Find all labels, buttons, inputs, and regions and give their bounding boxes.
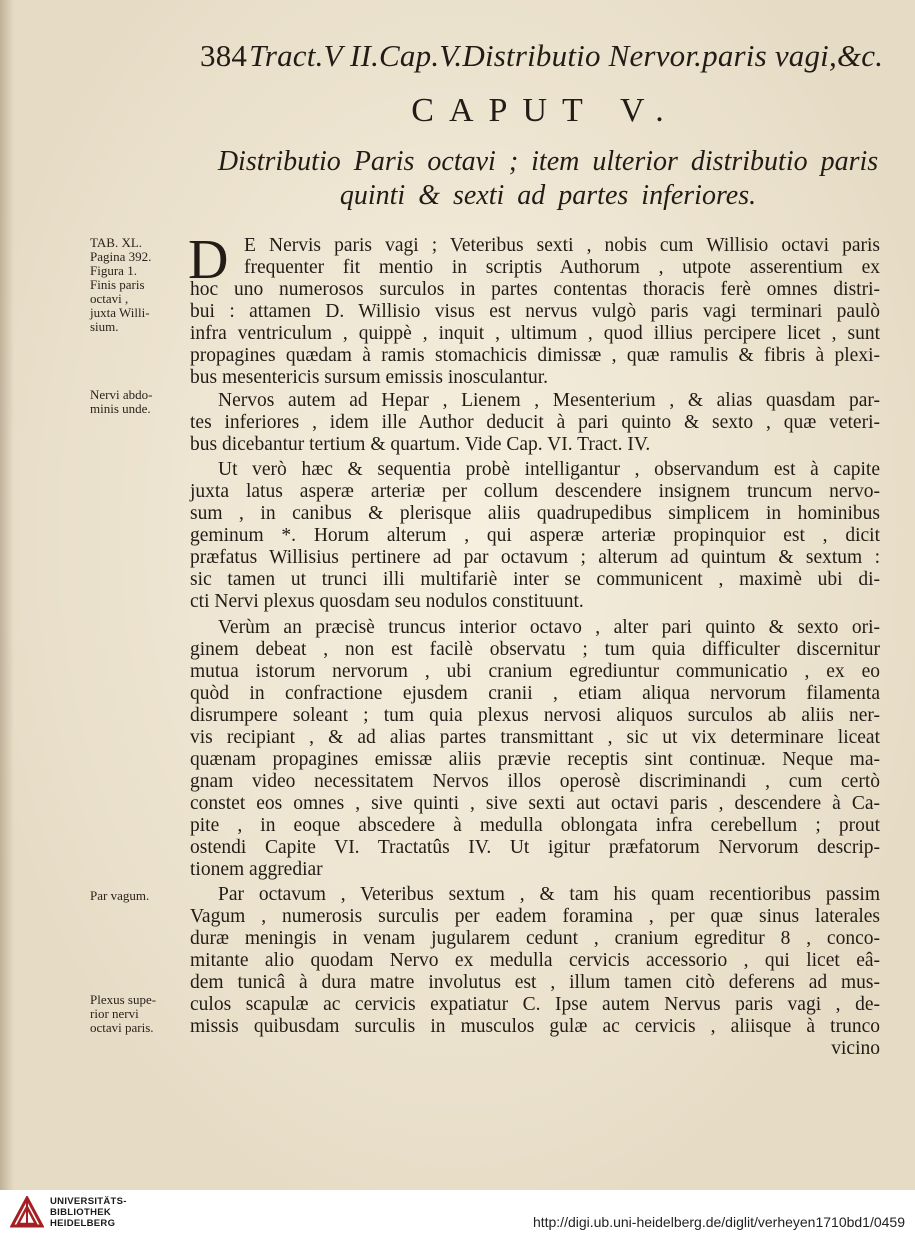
text-line: culos scapulæ ac cervicis expatiatur C. Ipse autem Nervus paris vagi , de-	[190, 994, 880, 1015]
library-name-line: HEIDELBERG	[50, 1218, 116, 1229]
running-head-text: Tract.V II.Cap.V.Distributio Nervor.paris vagi,&c.	[249, 38, 884, 73]
text-line: propagines quædam à ramis stomachicis dimissæ , quæ ramulis & fibris à plexi-	[190, 345, 880, 366]
text-line: præfatus Willisius pertinere ad par octavum ; alterum ad quintum & sextum :	[190, 547, 880, 568]
chapter-subtitle-line: quinti & sexti ad partes inferiores.	[339, 180, 757, 211]
text-line: dem tunicâ à dura matre involutus est , illum tamen citò deferens ad mus-	[190, 972, 880, 993]
text-line: geminum *. Horum alterum , qui asperæ arteriæ propinquior est , dicit	[190, 525, 880, 546]
text-line: Nervos autem ad Hepar , Lienem , Mesenterium , & alias quasdam par-	[218, 390, 880, 411]
text-line: infra ventriculum , quippè , inquit , ultimum , quod illius percipere licet , sunt	[190, 323, 880, 344]
text-line: Vagum , numerosis surculis per eadem foramina , per quæ sinus laterales	[190, 906, 880, 927]
text-line: E Nervis paris vagi ; Veteribus sexti , nobis cum Willisio octavi paris	[244, 235, 880, 256]
text-line: juxta latus asperæ arteriæ per collum descendere insignem truncum nervo-	[190, 481, 880, 502]
text-line: bus dicebantur tertium & quartum. Vide Cap. VI. Tract. IV.	[190, 434, 651, 455]
catchword: vicino	[831, 1038, 880, 1059]
text-line: Par octavum , Veteribus sextum , & tam his quam recentioribus passim	[218, 884, 880, 905]
margin-note-abdomen-nerves: Nervi abdo- minis unde.	[90, 387, 153, 416]
text-line: missis quibusdam surculis in musculos gulæ ac cervicis , aliisque à trunco	[190, 1016, 880, 1037]
page-spine-shadow	[0, 0, 14, 1190]
text-line: sic tamen ut trunci illi multifariè inter se communicent , maximè ubi di-	[190, 569, 880, 590]
text-line: bui : attamen D. Willisio visus est nervus vulgò paris vagi terminari paulò	[190, 301, 880, 322]
text-line: mitante alio quodam Nervo ex medulla cervicis accessorio , qui licet eâ-	[190, 950, 880, 971]
margin-note-plexus: Plexus supe- rior nervi octavi paris.	[90, 992, 157, 1035]
text-line: pite , in eoque abscedere à medulla oblongata infra cerebellum ; prout	[190, 815, 880, 836]
text-line: frequenter fit mentio in scriptis Authorum , utpote asserentium ex	[244, 257, 880, 278]
text-line: constet eos omnes , sive quinti , sive sexti aut octavi paris , descendere à Ca-	[190, 793, 880, 814]
text-line: ginem debeat , non est facilè observatu ; tum quia difficulter discernitur	[190, 639, 880, 660]
library-name-line: UNIVERSITÄTS-	[50, 1196, 127, 1207]
margin-note-par-vagum: Par vagum.	[90, 888, 150, 903]
text-line: gnam video necessitatem Nervos illos operosè discriminandi , cum certò	[190, 771, 880, 792]
library-name	[50, 1196, 127, 1229]
text-line: ostendi Capite VI. Tractatûs IV. Ut igitur præfatorum Nervorum descrip-	[190, 837, 880, 858]
margin-note-tab-reference: TAB. XL. Pagina 392. Figura 1. Finis paris octavi , juxta Willi- sium.	[90, 235, 152, 334]
text-line: duræ meningis in venam jugularem cedunt , cranium egreditur 8 , conco-	[190, 928, 880, 949]
running-head	[200, 38, 884, 74]
text-line: Ut verò hæc & sequentia probè intelligantur , observandum est à capite	[218, 459, 880, 480]
page-number: 384	[200, 38, 248, 73]
chapter-subtitle-line: Distributio Paris octavi ; item ulterior distributio paris	[217, 146, 879, 177]
text-line: tes inferiores , idem ille Author deducit à pari quinto & sexto , quæ veteri-	[190, 412, 880, 433]
text-line: quòd in confractione ejusdem cranii , etiam aliqua nervorum filamenta	[190, 683, 880, 704]
text-line: bus mesentericis sursum emissis inosculantur.	[190, 367, 549, 388]
chapter-title: CAPUT V.	[411, 92, 679, 129]
text-line: Verùm an præcisè truncus interior octavo , alter pari quinto & sexto ori-	[218, 617, 880, 638]
library-name-line: BIBLIOTHEK	[50, 1207, 112, 1218]
text-line: hoc uno numerosos surculos in partes contentas thoracis ferè omnes distri-	[190, 279, 880, 300]
drop-cap: D	[188, 229, 229, 291]
text-line: vis recipiant , & ad alias partes transmittant , sic ut vix determinare liceat	[190, 727, 880, 748]
text-line: cti Nervi plexus quosdam seu nodulos constituunt.	[190, 591, 584, 612]
text-line: quænam propagines emissæ aliis prævie receptis sint continuæ. Neque ma-	[190, 749, 880, 770]
text-line: disrumpere soleant ; tum quia plexus nervosi aliquos surculos ab aliis ner-	[190, 705, 880, 726]
university-seal-icon	[10, 1196, 44, 1230]
text-line: mutua istorum nervorum , ubi cranium egrediuntur communicatio , ex eo	[190, 661, 880, 682]
source-url-link[interactable]: http://digi.ub.uni-heidelberg.de/diglit/verheyen1710bd1/0459	[532, 1214, 905, 1230]
text-line: sum , in canibus & plerisque aliis quadrupedibus simplicem in hominibus	[190, 503, 880, 524]
text-line: tionem aggrediar	[190, 859, 323, 880]
